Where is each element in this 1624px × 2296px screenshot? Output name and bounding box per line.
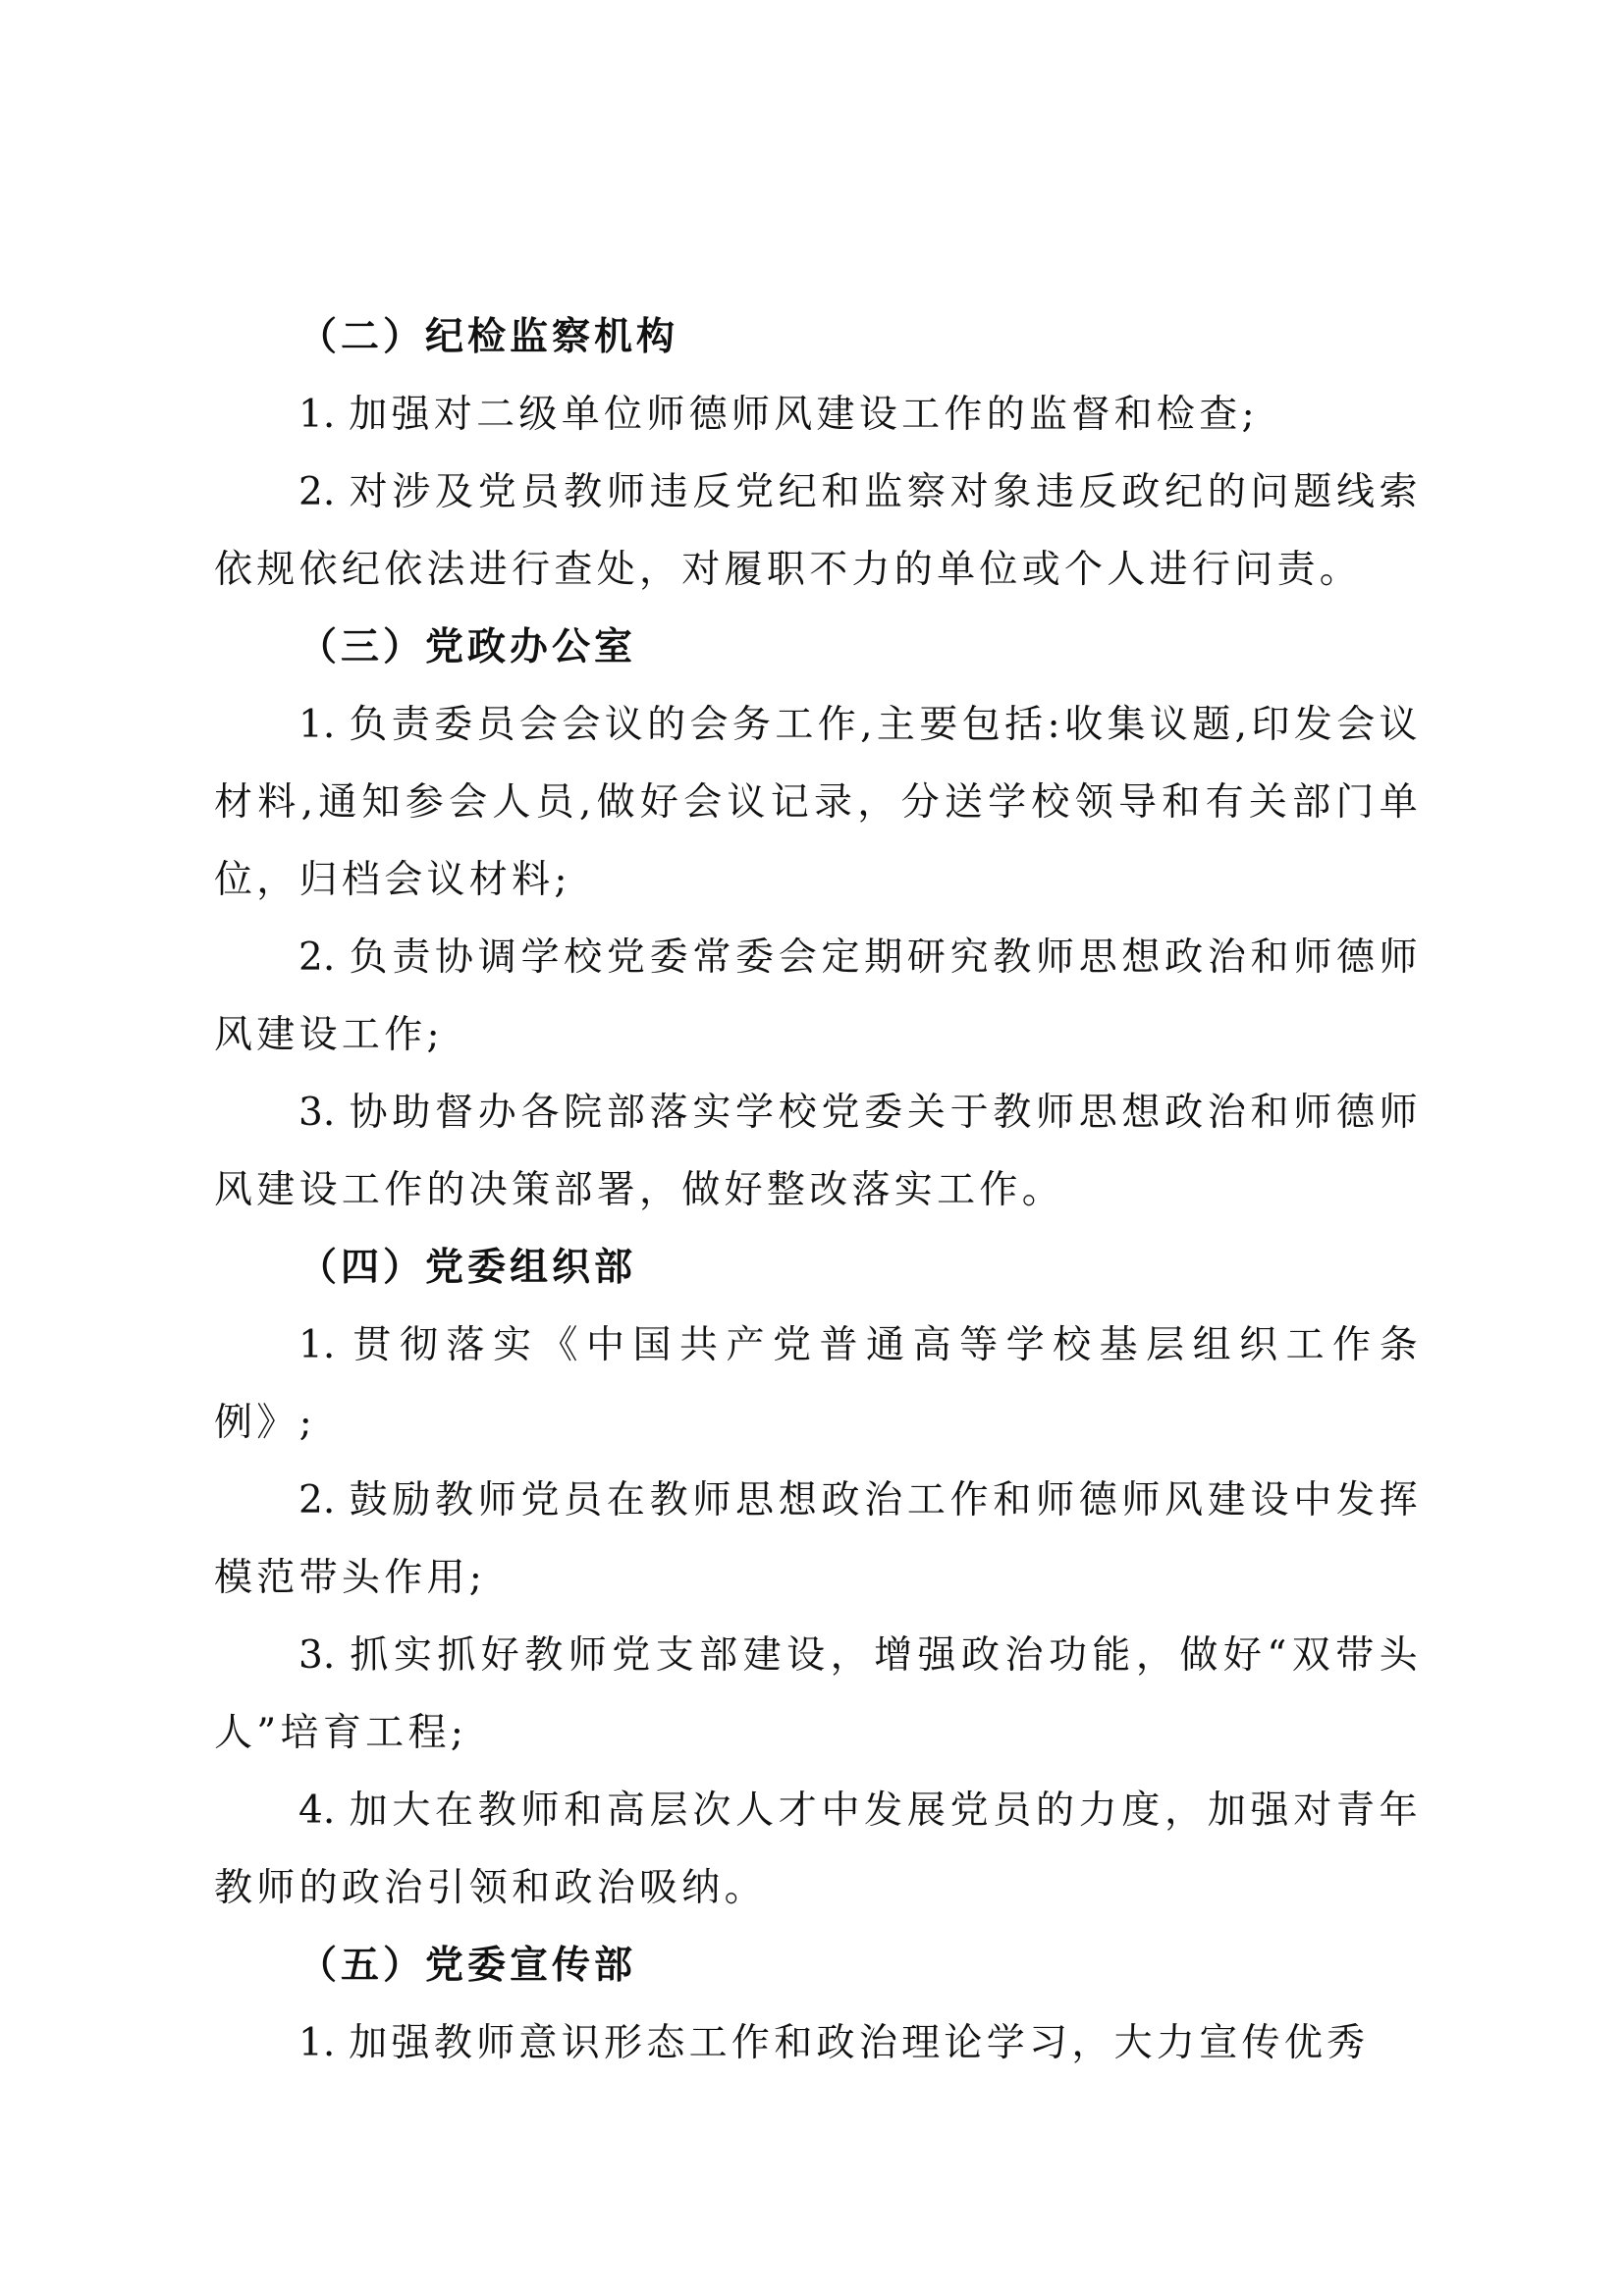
list-item: [214, 1772, 1422, 1927]
item-text: 鼓励教师党员在教师思想政治工作和师德师风建设中发挥模范带头作用;: [214, 1478, 1422, 1600]
section-heading: （三）党政办公室: [298, 625, 637, 669]
item-number: 1.: [298, 1323, 336, 1367]
item-text: 负责委员会会议的会务工作,主要包括:收集议题,印发会议材料,通知参会人员,做好会议记录，分送学校领导和有关部门单位，归档会议材料;: [214, 703, 1422, 902]
list-item: [214, 1617, 1422, 1772]
list-item: [214, 1462, 1422, 1617]
item-text: 负责协调学校党委常委会定期研究教师思想政治和师德师风建设工作;: [214, 935, 1422, 1057]
item-number: 3.: [298, 1633, 336, 1678]
item-number: 1.: [298, 2021, 336, 2065]
item-text: 贯彻落实《中国共产党普通高等学校基层组织工作条例》;: [214, 1323, 1422, 1445]
section-heading: （四）党委组织部: [298, 1246, 637, 1290]
item-number: 1.: [298, 393, 336, 437]
list-item: [214, 1307, 1422, 1462]
list-item: [214, 686, 1422, 919]
list-item: [214, 1074, 1422, 1229]
item-text: 协助督办各院部落实学校党委关于教师思想政治和师德师风建设工作的决策部署，做好整改落实工作。: [214, 1091, 1422, 1212]
section-heading: （二）纪检监察机构: [298, 315, 679, 359]
list-item: [214, 2004, 1422, 2082]
list-item: [214, 454, 1422, 609]
item-text: 对涉及党员教师违反党纪和监察对象违反政纪的问题线索依规依纪依法进行查处，对履职不力的单位或个人进行问责。: [214, 470, 1422, 592]
item-number: 2.: [298, 470, 336, 514]
item-text: 抓实抓好教师党支部建设，增强政治功能，做好“双带头人”培育工程;: [214, 1633, 1422, 1755]
section-heading: （五）党委宣传部: [298, 1944, 637, 1988]
item-text: 加强教师意识形态工作和政治理论学习，大力宣传优秀: [349, 2021, 1370, 2065]
item-text: 加强对二级单位师德师风建设工作的监督和检查;: [349, 393, 1259, 437]
item-number: 3.: [298, 1091, 336, 1135]
item-number: 2.: [298, 1478, 336, 1522]
list-item: [214, 919, 1422, 1074]
item-number: 1.: [298, 703, 336, 747]
document-body: [214, 298, 1422, 2082]
list-item: [214, 376, 1422, 454]
item-number: 2.: [298, 935, 336, 980]
item-text: 加大在教师和高层次人才中发展党员的力度，加强对青年教师的政治引领和政治吸纳。: [214, 1789, 1422, 1910]
item-number: 4.: [298, 1789, 336, 1833]
